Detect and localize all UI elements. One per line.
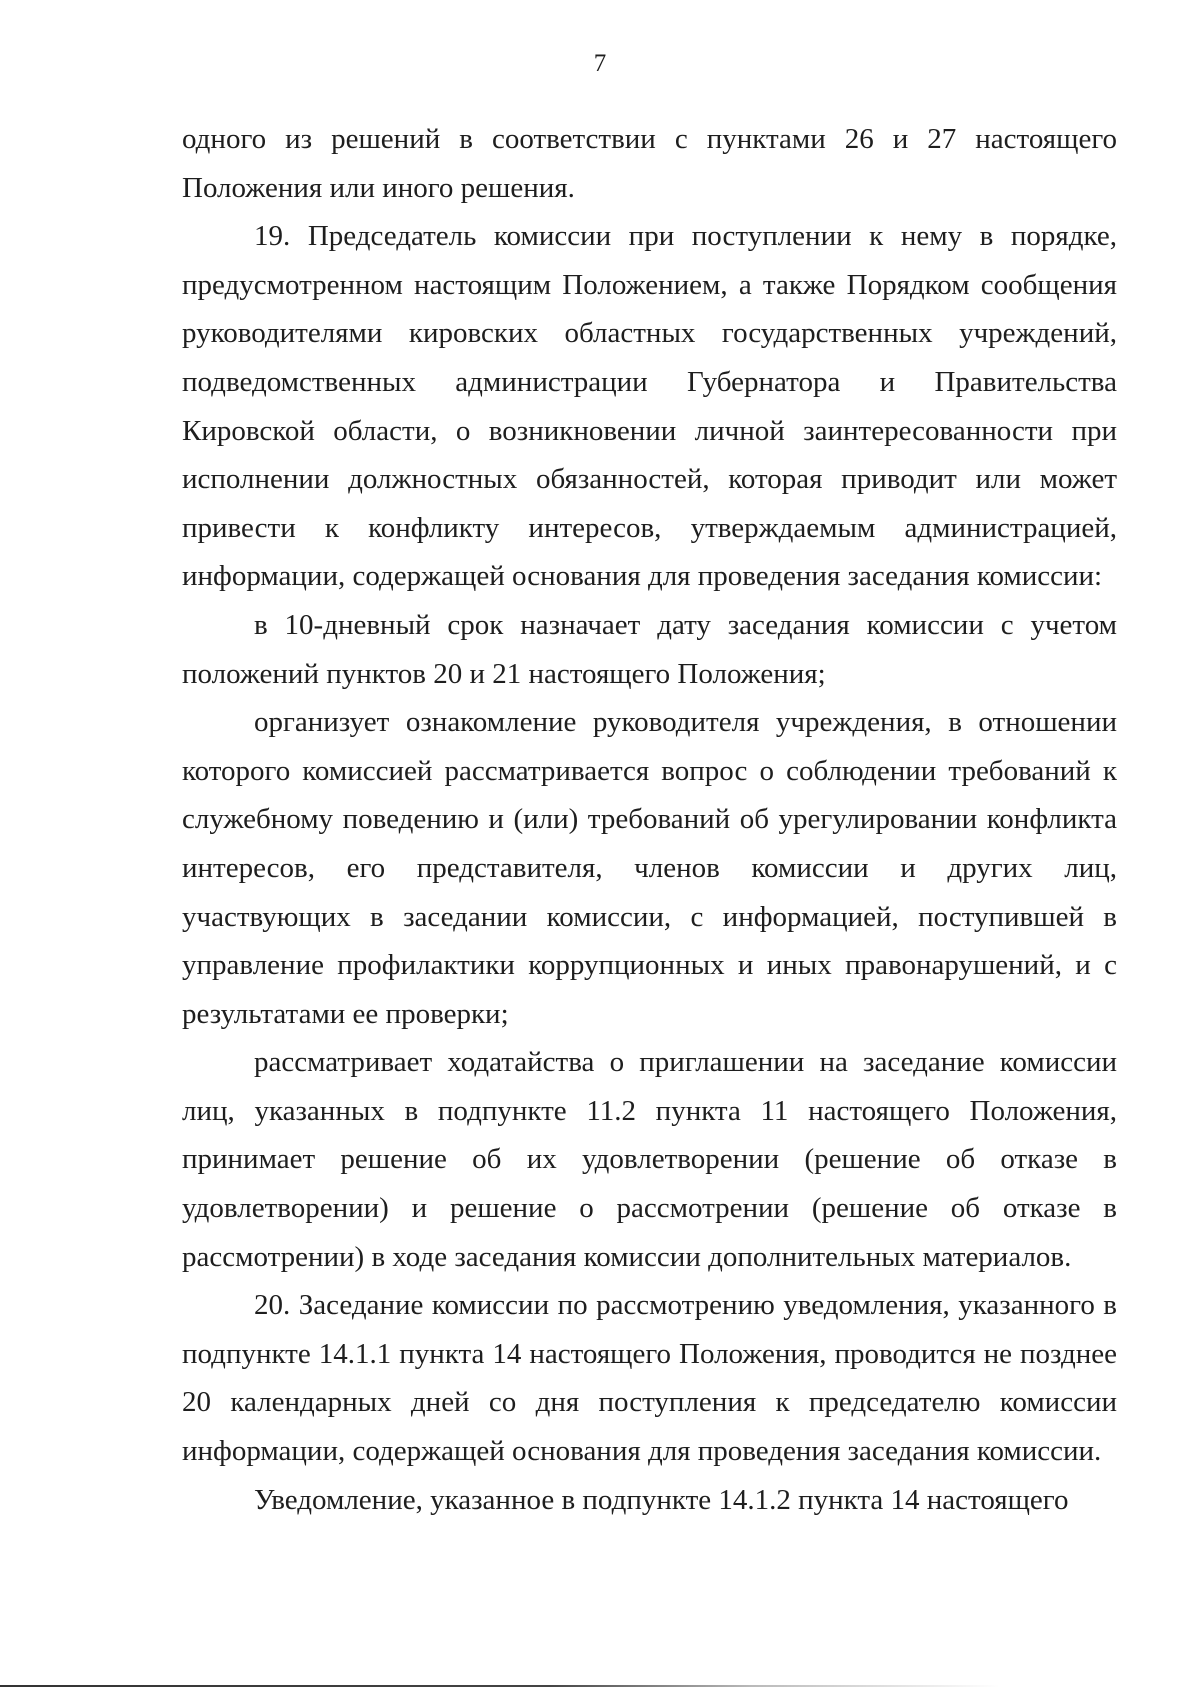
paragraph-continuation: одного из решений в соответствии с пунктами 26 и 27 настоящего Положения или иного решения. [182,123,1117,204]
paragraph-item-20: 20. Заседание комиссии по рассмотрению уведомления, указанного в подпункте 14.1.1 пункта 14 настоящего Положения, проводится не позднее 20 календарных дней со дня поступления к председателю комиссии информации, содержащей основания для проведения заседания комиссии. [182,1289,1117,1468]
paragraph-petitions: рассматривает ходатайства о приглашении на заседание комиссии лиц, указанных в подпункте 11.2 пункта 11 настоящего Положения, принимает решение об их удовлетворении (решение об отказе в удовлетворении) и решение о рассмотрении (решение об отказе в рассмотрении) в ходе заседания комиссии дополнительных материалов. [182,1046,1117,1273]
paragraph-schedule-date: в 10-дневный срок назначает дату заседания комиссии с учетом положений пунктов 20 и 21 настоящего Положения; [182,608,1117,690]
page-number: 7 [593,50,607,77]
paragraph-notification: Уведомление, указанное в подпункте 14.1.2 пункта 14 настоящего [254,1483,1069,1516]
paragraph-item-19: 19. Председатель комиссии при поступлении к нему в порядке, предусмотренном настоящим Положением, а также Порядком сообщения руководителями кировских областных государственных учреждений, подведомственных администрации Губернатора и Правительства Кировской области, о возникновении личной заинтересованности при исполнении должностных обязанностей, которая приводит или может привести к конфликту интересов, утверждаемым администрацией, информации, содержащей основания для проведения заседания комиссии: [182,220,1117,593]
bottom-scan-line [0,1685,1000,1687]
paragraph-organize-review: организует ознакомление руководителя учреждения, в отношении которого комиссией рассматривается вопрос о соблюдении требований к служебному поведению и (или) требований об урегулировании конфликта интересов, его представителя, членов комиссии и других лиц, участвующих в заседании комиссии, с информацией, поступившей в управление профилактики коррупционных и иных правонарушений, и с результатами ее проверки; [182,706,1117,1030]
document-body [182,115,1117,1524]
